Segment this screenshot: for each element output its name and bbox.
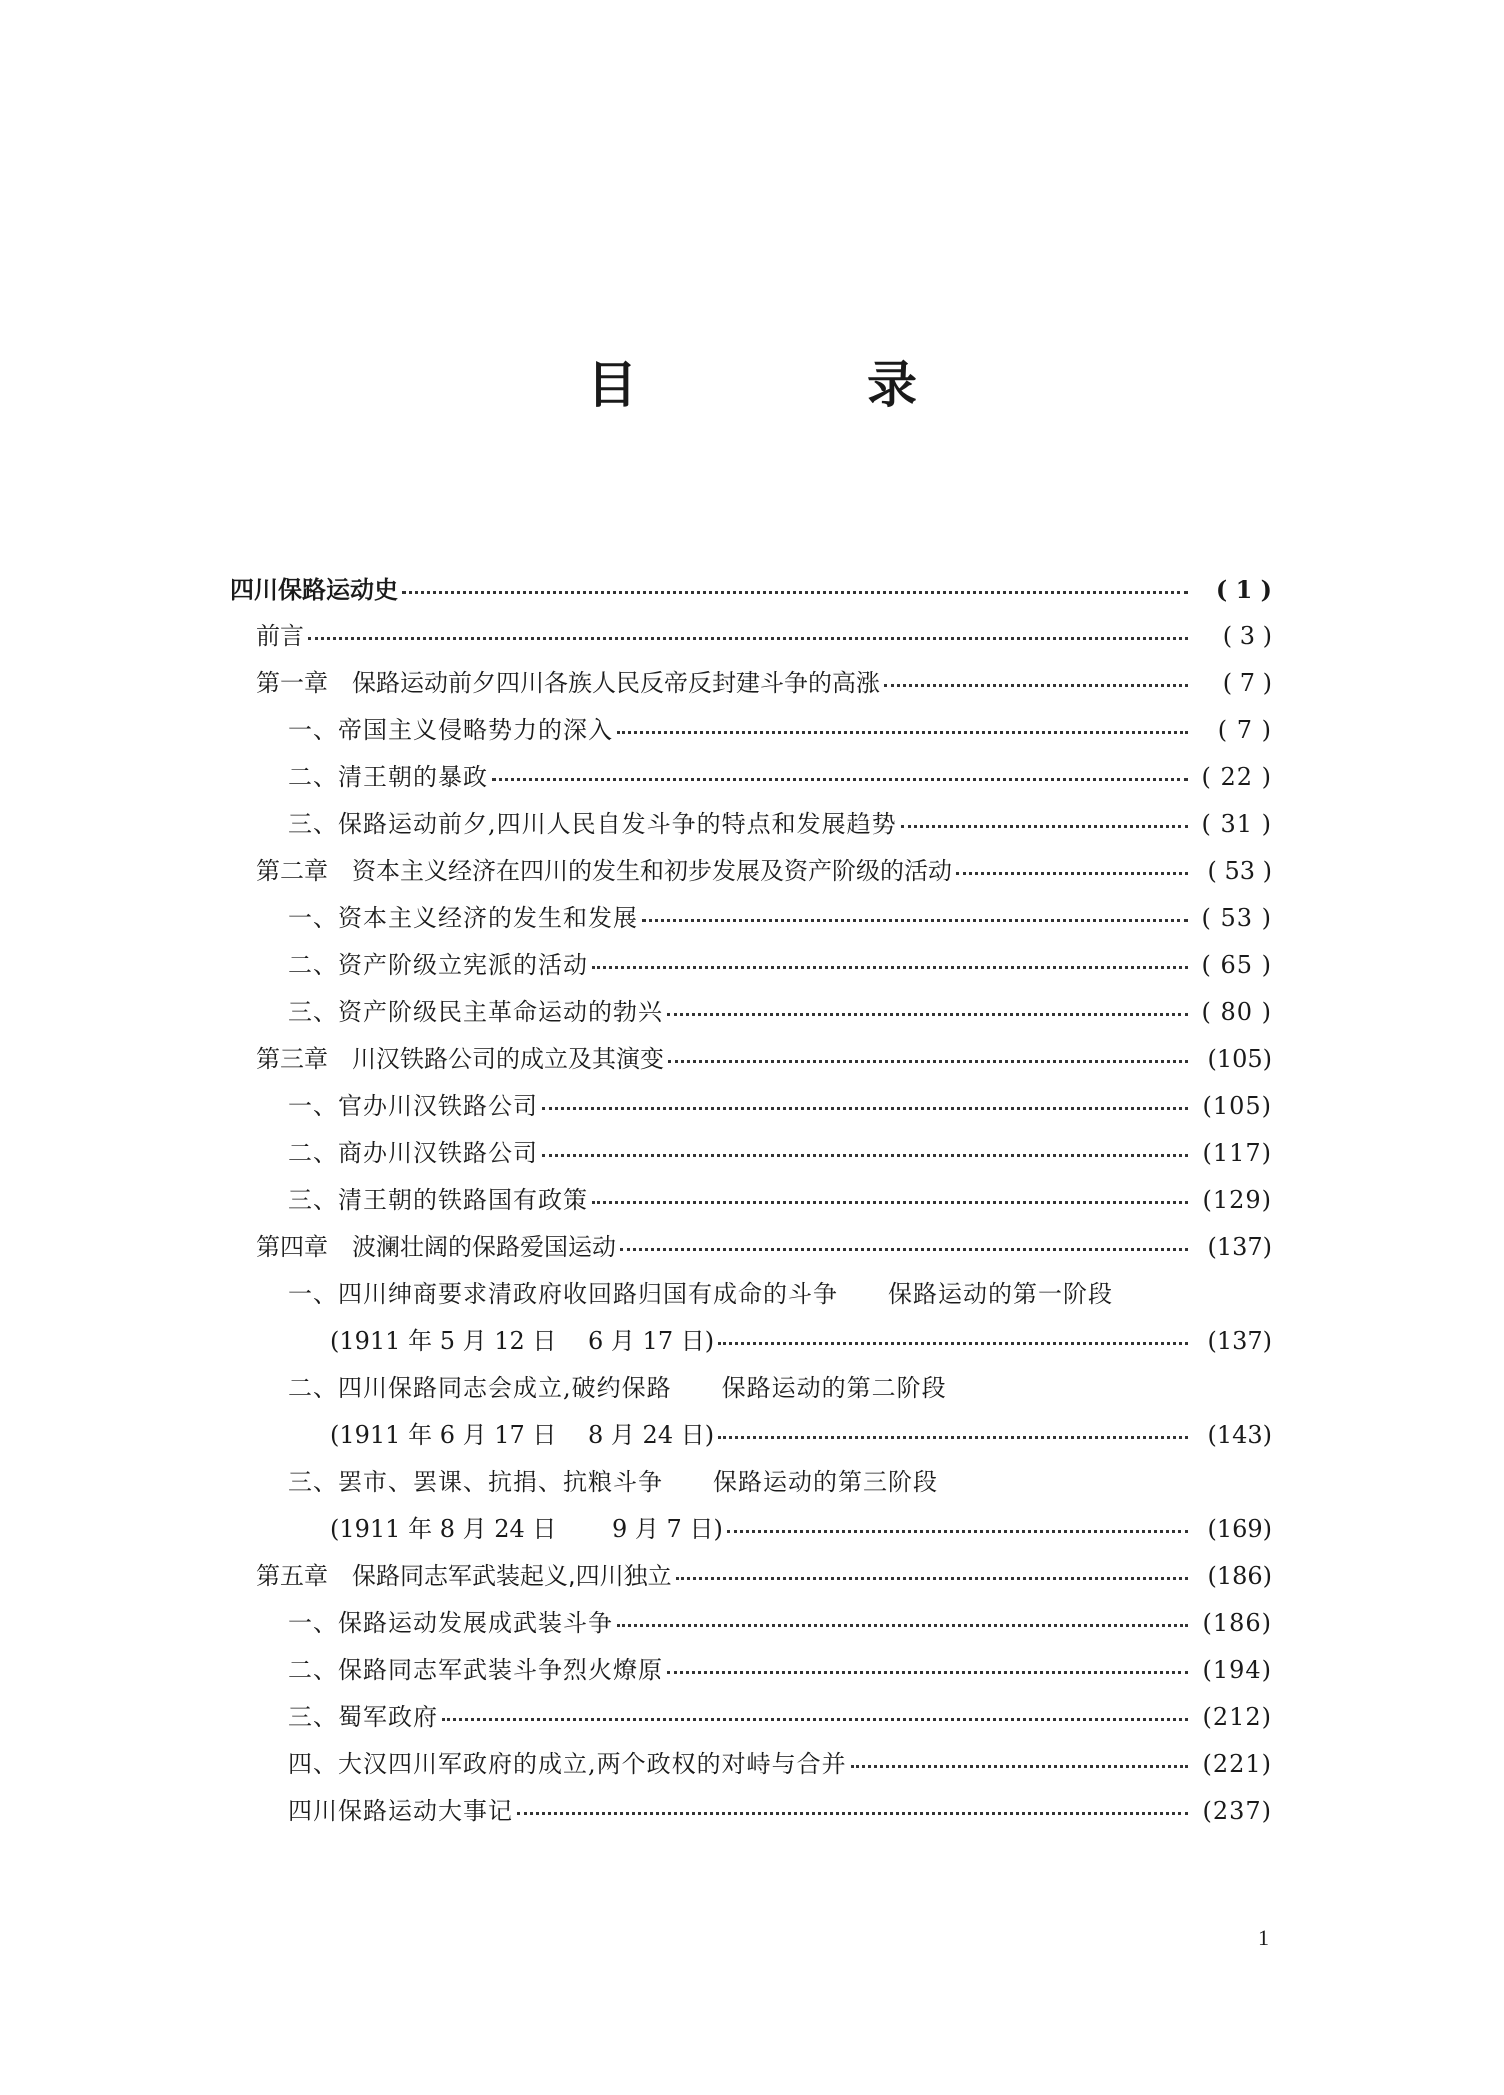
toc-entry-part[interactable] <box>230 566 1272 613</box>
toc-leader-blank <box>1117 1297 1188 1298</box>
toc-entry-label: (1911 年 5 月 12 日 6 月 17 日) <box>330 1327 715 1355</box>
toc-leader-dots <box>592 1200 1188 1204</box>
toc-entry-label: 三、罢市、罢课、抗捐、抗粮斗争 保路运动的第三阶段 <box>288 1468 938 1496</box>
toc-entry-label: 四川保路运动大事记 <box>288 1797 513 1825</box>
toc-leader-dots <box>956 871 1188 875</box>
toc-entry-label: 三、蜀军政府 <box>288 1703 438 1731</box>
toc-entry-section[interactable] <box>230 1177 1272 1224</box>
toc-leader-dots <box>901 824 1188 828</box>
toc-entry-chapter-2[interactable] <box>230 848 1272 895</box>
toc-entry-chapter-4[interactable] <box>230 1224 1272 1271</box>
toc-leader-dots <box>884 683 1188 687</box>
toc-leader-dots <box>668 1059 1188 1063</box>
toc-page-ref: (129) <box>1202 1186 1272 1214</box>
toc-leader-dots <box>642 918 1188 922</box>
toc-entry-label: 第二章 资本主义经济在四川的发生和初步发展及资产阶级的活动 <box>256 857 952 885</box>
toc-page-ref: ( 7 ) <box>1222 669 1272 697</box>
toc-entry-label: 三、保路运动前夕,四川人民自发斗争的特点和发展趋势 <box>288 810 897 838</box>
page-number: 1 <box>1258 1925 1269 1950</box>
toc-page-ref: (105) <box>1207 1045 1272 1073</box>
toc-entry-label: 二、商办川汉铁路公司 <box>288 1139 538 1167</box>
toc-entry-section[interactable] <box>230 1130 1272 1177</box>
toc-entry-section[interactable] <box>230 1600 1272 1647</box>
toc-entry-section-continuation[interactable] <box>230 1506 1272 1553</box>
toc-entry-preface[interactable] <box>230 613 1272 660</box>
toc-page-ref: (221) <box>1202 1750 1272 1778</box>
toc-entry-section[interactable] <box>230 707 1272 754</box>
toc-leader-dots <box>617 1623 1188 1627</box>
toc-entry-label: 二、四川保路同志会成立,破约保路 保路运动的第二阶段 <box>288 1374 947 1402</box>
toc-entry-label: 一、官办川汉铁路公司 <box>288 1092 538 1120</box>
toc-entry-label: 一、四川绅商要求清政府收回路归国有成命的斗争 保路运动的第一阶段 <box>288 1280 1113 1308</box>
page-title: 目 录 <box>587 356 1007 414</box>
toc-leader-blank <box>942 1485 1188 1486</box>
toc-entry-section[interactable] <box>230 801 1272 848</box>
toc-entry-label: 第五章 保路同志军武装起义,四川独立 <box>256 1562 672 1590</box>
toc-entry-section[interactable] <box>230 989 1272 1036</box>
toc-leader-blank <box>951 1391 1188 1392</box>
toc-leader-dots <box>851 1764 1188 1768</box>
toc-page-ref: (186) <box>1202 1609 1272 1637</box>
toc-leader-dots <box>617 730 1188 734</box>
toc-entry-label: 二、资产阶级立宪派的活动 <box>288 951 588 979</box>
toc-entry-section[interactable] <box>230 1647 1272 1694</box>
toc-entry-label: 二、保路同志军武装斗争烈火燎原 <box>288 1656 663 1684</box>
toc-page-ref: (212) <box>1202 1703 1272 1731</box>
toc-entry-label: 前言 <box>256 622 304 650</box>
toc-page-ref: ( 22 ) <box>1201 763 1272 791</box>
toc-entry-chronology[interactable] <box>230 1788 1272 1835</box>
toc-entry-label: (1911 年 6 月 17 日 8 月 24 日) <box>330 1421 715 1449</box>
toc-entry-section-continuation[interactable] <box>230 1412 1272 1459</box>
toc-entry-label: 第一章 保路运动前夕四川各族人民反帝反封建斗争的高涨 <box>256 669 880 697</box>
toc-page-ref: (194) <box>1202 1656 1272 1684</box>
toc-page-ref: ( 1 ) <box>1215 575 1272 604</box>
toc-entry-section[interactable] <box>230 1459 1272 1506</box>
toc-page-ref: (137) <box>1207 1233 1272 1261</box>
toc-leader-dots <box>718 1341 1188 1345</box>
toc-leader-dots <box>667 1012 1188 1016</box>
toc-entry-section[interactable] <box>230 895 1272 942</box>
toc-entry-section-continuation[interactable] <box>230 1318 1272 1365</box>
toc-entry-section[interactable] <box>230 942 1272 989</box>
toc-page-ref: ( 3 ) <box>1222 622 1272 650</box>
toc-page-ref: (105) <box>1202 1092 1272 1120</box>
toc-leader-dots <box>620 1247 1188 1251</box>
toc-leader-dots <box>517 1811 1188 1815</box>
toc-page-ref: (117) <box>1202 1139 1272 1167</box>
toc-entry-label: 四、大汉四川军政府的成立,两个政权的对峙与合并 <box>288 1750 847 1778</box>
toc-entry-chapter-5[interactable] <box>230 1553 1272 1600</box>
toc-leader-dots <box>402 590 1188 594</box>
toc-entry-label: 一、保路运动发展成武装斗争 <box>288 1609 613 1637</box>
toc-leader-dots <box>492 777 1188 781</box>
toc-leader-dots <box>542 1153 1188 1157</box>
toc-entry-label: 第四章 波澜壮阔的保路爱国运动 <box>256 1233 616 1261</box>
toc-entry-section[interactable] <box>230 1271 1272 1318</box>
toc-leader-dots <box>592 965 1188 969</box>
toc-page-ref: (237) <box>1202 1797 1272 1825</box>
toc-page-ref: (186) <box>1207 1562 1272 1590</box>
table-of-contents <box>230 566 1272 1835</box>
toc-entry-section[interactable] <box>230 1694 1272 1741</box>
toc-entry-section[interactable] <box>230 1083 1272 1130</box>
toc-page-ref: ( 65 ) <box>1201 951 1272 979</box>
toc-page-ref: ( 53 ) <box>1207 857 1272 885</box>
toc-entry-section[interactable] <box>230 1365 1272 1412</box>
toc-page-ref: ( 80 ) <box>1201 998 1272 1026</box>
toc-page-ref: (169) <box>1207 1515 1272 1543</box>
toc-entry-chapter-3[interactable] <box>230 1036 1272 1083</box>
toc-leader-dots <box>542 1106 1188 1110</box>
toc-page-ref: ( 31 ) <box>1201 810 1272 838</box>
toc-leader-dots <box>442 1717 1188 1721</box>
toc-leader-dots <box>308 636 1188 640</box>
toc-entry-chapter-1[interactable] <box>230 660 1272 707</box>
toc-leader-dots <box>718 1435 1188 1439</box>
toc-entry-label: 一、资本主义经济的发生和发展 <box>288 904 638 932</box>
toc-leader-dots <box>676 1576 1188 1580</box>
toc-entry-label: 一、帝国主义侵略势力的深入 <box>288 716 613 744</box>
toc-page-ref: (137) <box>1207 1327 1272 1355</box>
toc-entry-label: (1911 年 8 月 24 日 9 月 7 日) <box>330 1515 723 1543</box>
toc-entry-label: 三、清王朝的铁路国有政策 <box>288 1186 588 1214</box>
toc-entry-label: 二、清王朝的暴政 <box>288 763 488 791</box>
toc-entry-section[interactable] <box>230 1741 1272 1788</box>
toc-leader-dots <box>667 1670 1188 1674</box>
toc-entry-section[interactable] <box>230 754 1272 801</box>
toc-page-ref: ( 7 ) <box>1217 716 1272 744</box>
toc-page-ref: ( 53 ) <box>1201 904 1272 932</box>
toc-page-ref: (143) <box>1207 1421 1272 1449</box>
toc-leader-dots <box>727 1529 1188 1533</box>
toc-entry-label: 四川保路运动史 <box>230 576 398 604</box>
toc-entry-label: 第三章 川汉铁路公司的成立及其演变 <box>256 1045 664 1073</box>
toc-entry-label: 三、资产阶级民主革命运动的勃兴 <box>288 998 663 1026</box>
